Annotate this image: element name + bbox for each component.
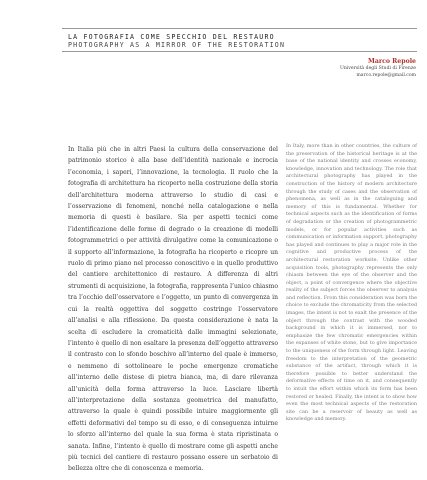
- author-name: Marco Repole: [368, 58, 416, 65]
- author-affiliation: Università degli Studi di Firenze: [339, 66, 416, 71]
- abstract-english: In Italy, more than in other countries, the culture of the preservation of the historical heritage is at the base of the national identity and crosses economy, knowledge, innovation and technology. The role that architectural photography has played in the construction of the history of modern architecture through the study of cases and the observation of phenomena, as well as in the cataloguing and memory of this is fundamental. Whether for technical aspects such as the identification of forms of degradation or the creation of photogrammetric models, or for popular activities such as communication or information support, photography has played and continues to play a major role in the cognitive and productive process of the architectural restoration worksite. Unlike other acquisition tools, photography represents the only chiasm between the eye of the observer and the object, a point of convergence where the objective reality of the subject forces the observer to analysis and reflection. From this consideration was born the choice to exclude the chromaticity from the selected images, the intent is not to exalt the presence of the object through the contrast with the wooded background in which it is immersed, nor to emphasize the few chromatic emergencies within the expanses of white stone, but to give importance to the uniqueness of the form through light. Leaving freedom to the interpretation of the geometric substance of the artifact, through which it is therefore possible to better understand the deformative effects of time on it, and consequently to intuit the effort within which its form has been restored or healed. Finally, the intent is to show how even the most technical aspects of the restoration site can be a reservoir of beauty as well as knowledge and memory.: [286, 143, 417, 423]
- author-block: [340, 58, 416, 79]
- abstract-italian: In Italia più che in altri Paesi la cultura della conservazione del patrimonio storico è alla base dell’identità nazionale e incrocia l’economia, i saperi, l’innovazione, la tecnologia. Il ruolo che la fotografia di architettura ha ricoperto nella costruzione della storia dell’architettura moderna attraverso lo studio di casi e l’osservazione di fenomeni, nonché nella catalogazione e nella memoria di questi è basilare. Sia per aspetti tecnici come l’identificazione delle forme di degrado o la creazione di modelli fotogrammetrici o per attività divulgative come la comunicazione o il supporto all’informazione, la fotografia ha ricoperto e ricopre un ruolo di primo piano nel processo conoscitivo e in quello produttivo del cantiere architettonico di restauro. A differenza di altri strumenti di acquisizione, la fotografia, rappresenta l’unico chiasmo tra l’occhio dell’osservatore e l’oggetto, un punto di convergenza in cui la realtà oggettiva del soggetto costringe l’osservatore all’analisi e alla riflessione. Da questa considerazione è nata la scelta di escludere la cromaticità dalle immagini selezionate, l’intento è quello di non esaltare la presenza dell’oggetto attraverso il contrasto con lo sfondo boschivo all’interno del quale è immerso, e nemmeno di sottolineare le poche emergenze cromatiche all’interno delle distese di pietra bianca, ma, di dare rilevanza all’unicità della forma attraverso la luce. Lasciare libertà all’interpretazione della sostanza geometrica del manufatto, attraverso la quale è quindi possibile intuire maggiormente gli effetti deformativi del tempo su di esso, e di conseguenza intuirne lo sforzo all’interno del quale la sua forma è stata ripristinata o sanata. Infine, l’intento è quello di mostrare come gli aspetti anche più tecnici del cantiere di restauro possano essere un serbatoio di bellezza oltre che di conoscenza e memoria.: [68, 146, 278, 473]
- title-rule: [62, 51, 417, 52]
- author-email[interactable]: marco.repole@gmail.com: [356, 73, 416, 78]
- title-english: PHOTOGRAPHY AS A MIRROR OF THE RESTORATION: [68, 41, 286, 49]
- title-italian: LA FOTOGRAFIA COME SPECCHIO DEL RESTAURO: [68, 33, 275, 41]
- top-rule: [62, 28, 417, 29]
